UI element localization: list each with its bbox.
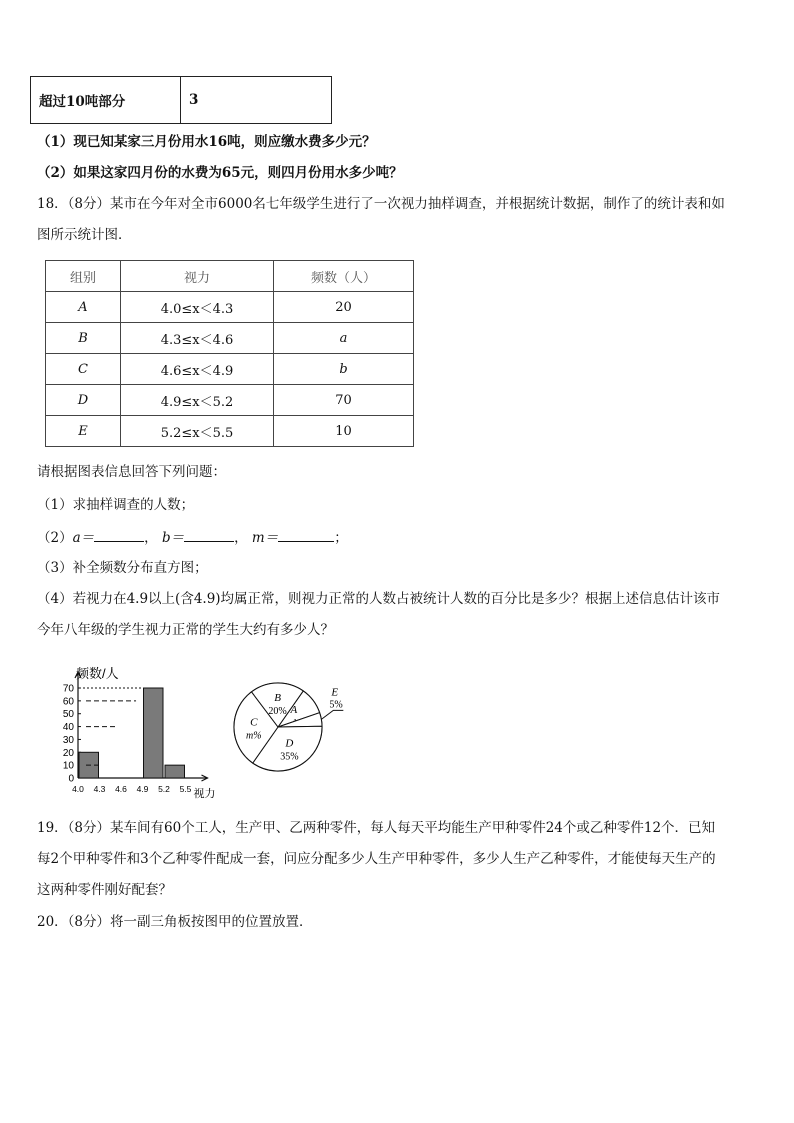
q18-stem-line1: 18．（8分）某市在今年对全市6000名七年级学生进行了一次视力抽样调查，并根据统计数据，制作了的统计表和如 xyxy=(37,196,725,212)
part2-a-label: a＝ xyxy=(72,530,95,546)
table-row xyxy=(46,354,414,385)
pie-slice-percent: 20% xyxy=(268,705,287,717)
q18-part3: （3）补全频数分布直方图； xyxy=(37,560,208,576)
y-axis-label: 频数/人 xyxy=(76,666,119,681)
header-vision: 视力 xyxy=(121,261,274,292)
q18-part1: （1）求抽样调查的人数； xyxy=(37,497,195,513)
cell-range: 4.0≤x＜4.3 xyxy=(121,292,274,323)
q20-line1: 20．（8分）将一副三角板按图甲的位置放置． xyxy=(37,914,313,930)
water-price-table xyxy=(30,76,332,124)
q17-part2: （2）如果这家四月份的水费为65元，则四月份用水多少吨？ xyxy=(37,165,403,181)
x-tick-label: 4.9 xyxy=(136,784,149,794)
cell-frequency: 70 xyxy=(274,385,414,416)
part2-sep: ， xyxy=(144,530,158,546)
cell-range: 4.9≤x＜5.2 xyxy=(121,385,274,416)
answer-blank-b[interactable] xyxy=(184,527,234,542)
cell-frequency: a xyxy=(274,323,414,354)
x-tick-label: 5.5 xyxy=(179,784,192,794)
vision-frequency-table xyxy=(45,260,414,447)
pie-leader-line xyxy=(321,710,343,719)
histogram-bar xyxy=(144,688,164,778)
cell-range: 5.2≤x＜5.5 xyxy=(121,416,274,447)
table-header-row xyxy=(46,261,414,292)
frequency-histogram xyxy=(50,660,225,802)
cell-range: 4.3≤x＜4.6 xyxy=(121,323,274,354)
table-row xyxy=(46,385,414,416)
cell-group: D xyxy=(46,385,121,416)
pie-slice-label: D xyxy=(285,737,294,750)
table-cell-label: 超过10吨部分 xyxy=(31,77,181,123)
part2-end: ； xyxy=(334,530,348,546)
pie-slice-label: B xyxy=(274,691,281,704)
cell-frequency: 20 xyxy=(274,292,414,323)
x-tick-label: 4.3 xyxy=(93,784,106,794)
table-cell-value: 3 xyxy=(189,92,199,108)
q18-part4-line2: 今年八年级的学生视力正常的学生大约有多少人？ xyxy=(37,622,334,638)
answer-blank-m[interactable] xyxy=(278,527,334,542)
header-group: 组别 xyxy=(46,261,121,292)
y-tick-label: 70 xyxy=(62,683,74,695)
histogram-bar xyxy=(165,765,185,778)
y-tick-label: 10 xyxy=(62,760,74,772)
x-tick-label: 4.6 xyxy=(115,784,127,794)
cell-frequency: b xyxy=(274,354,414,385)
vision-pie-chart xyxy=(225,672,360,782)
q17-part1: （1）现已知某家三月份用水16吨，则应缴水费多少元？ xyxy=(37,134,376,150)
y-tick-label: 30 xyxy=(62,734,74,746)
q18-part2 xyxy=(37,527,348,548)
y-tick-label: 0 xyxy=(68,773,74,785)
x-tick-label: 5.2 xyxy=(158,784,170,794)
table-row xyxy=(46,323,414,354)
q19-line1: 19．（8分）某车间有60个工人，生产甲、乙两种零件，每人每天平均能生产甲种零件24个或乙种零件12个．已知 xyxy=(37,820,716,836)
cell-group: C xyxy=(46,354,121,385)
q19-line2: 每2个甲种零件和3个乙种零件配成一套，问应分配多少人生产甲种零件，多少人生产乙种零件，才能使每天生产的 xyxy=(37,851,716,867)
header-frequency: 频数（人） xyxy=(274,261,414,292)
cell-group: B xyxy=(46,323,121,354)
cell-range: 4.6≤x＜4.9 xyxy=(121,354,274,385)
pie-slice-percent: 5% xyxy=(329,699,343,711)
y-tick-label: 40 xyxy=(62,722,74,734)
x-axis-label: 视力 xyxy=(193,788,216,800)
pie-slice-label: C xyxy=(250,716,258,729)
q19-line3: 这两种零件刚好配套？ xyxy=(37,882,172,898)
q18-part4-line1: （4）若视力在4.9以上(含4.9)均属正常，则视力正常的人数占被统计人数的百分比是多少？根据上述信息估计该市 xyxy=(37,591,721,607)
y-tick-label: 50 xyxy=(62,709,74,721)
pie-slice-percent: 35% xyxy=(280,751,299,763)
answer-blank-a[interactable] xyxy=(94,527,144,542)
pie-slice-label: E xyxy=(331,686,339,699)
cell-group: E xyxy=(46,416,121,447)
part2-prefix: （2） xyxy=(37,530,73,546)
part2-m-label: m＝ xyxy=(251,530,279,546)
cell-frequency: 10 xyxy=(274,416,414,447)
y-tick-label: 20 xyxy=(62,747,74,759)
q18-intro: 请根据图表信息回答下列问题： xyxy=(37,464,226,480)
pie-slice-label: A xyxy=(290,704,298,717)
table-row xyxy=(46,292,414,323)
part2-sep: ， xyxy=(234,530,248,546)
pie-slice-percent: m% xyxy=(246,730,262,742)
q18-stem-line2: 图所示统计图． xyxy=(37,227,132,243)
part2-b-label: b＝ xyxy=(161,530,185,546)
x-tick-label: 4.0 xyxy=(72,784,84,794)
cell-group: A xyxy=(46,292,121,323)
y-tick-label: 60 xyxy=(62,696,74,708)
table-row xyxy=(46,416,414,447)
